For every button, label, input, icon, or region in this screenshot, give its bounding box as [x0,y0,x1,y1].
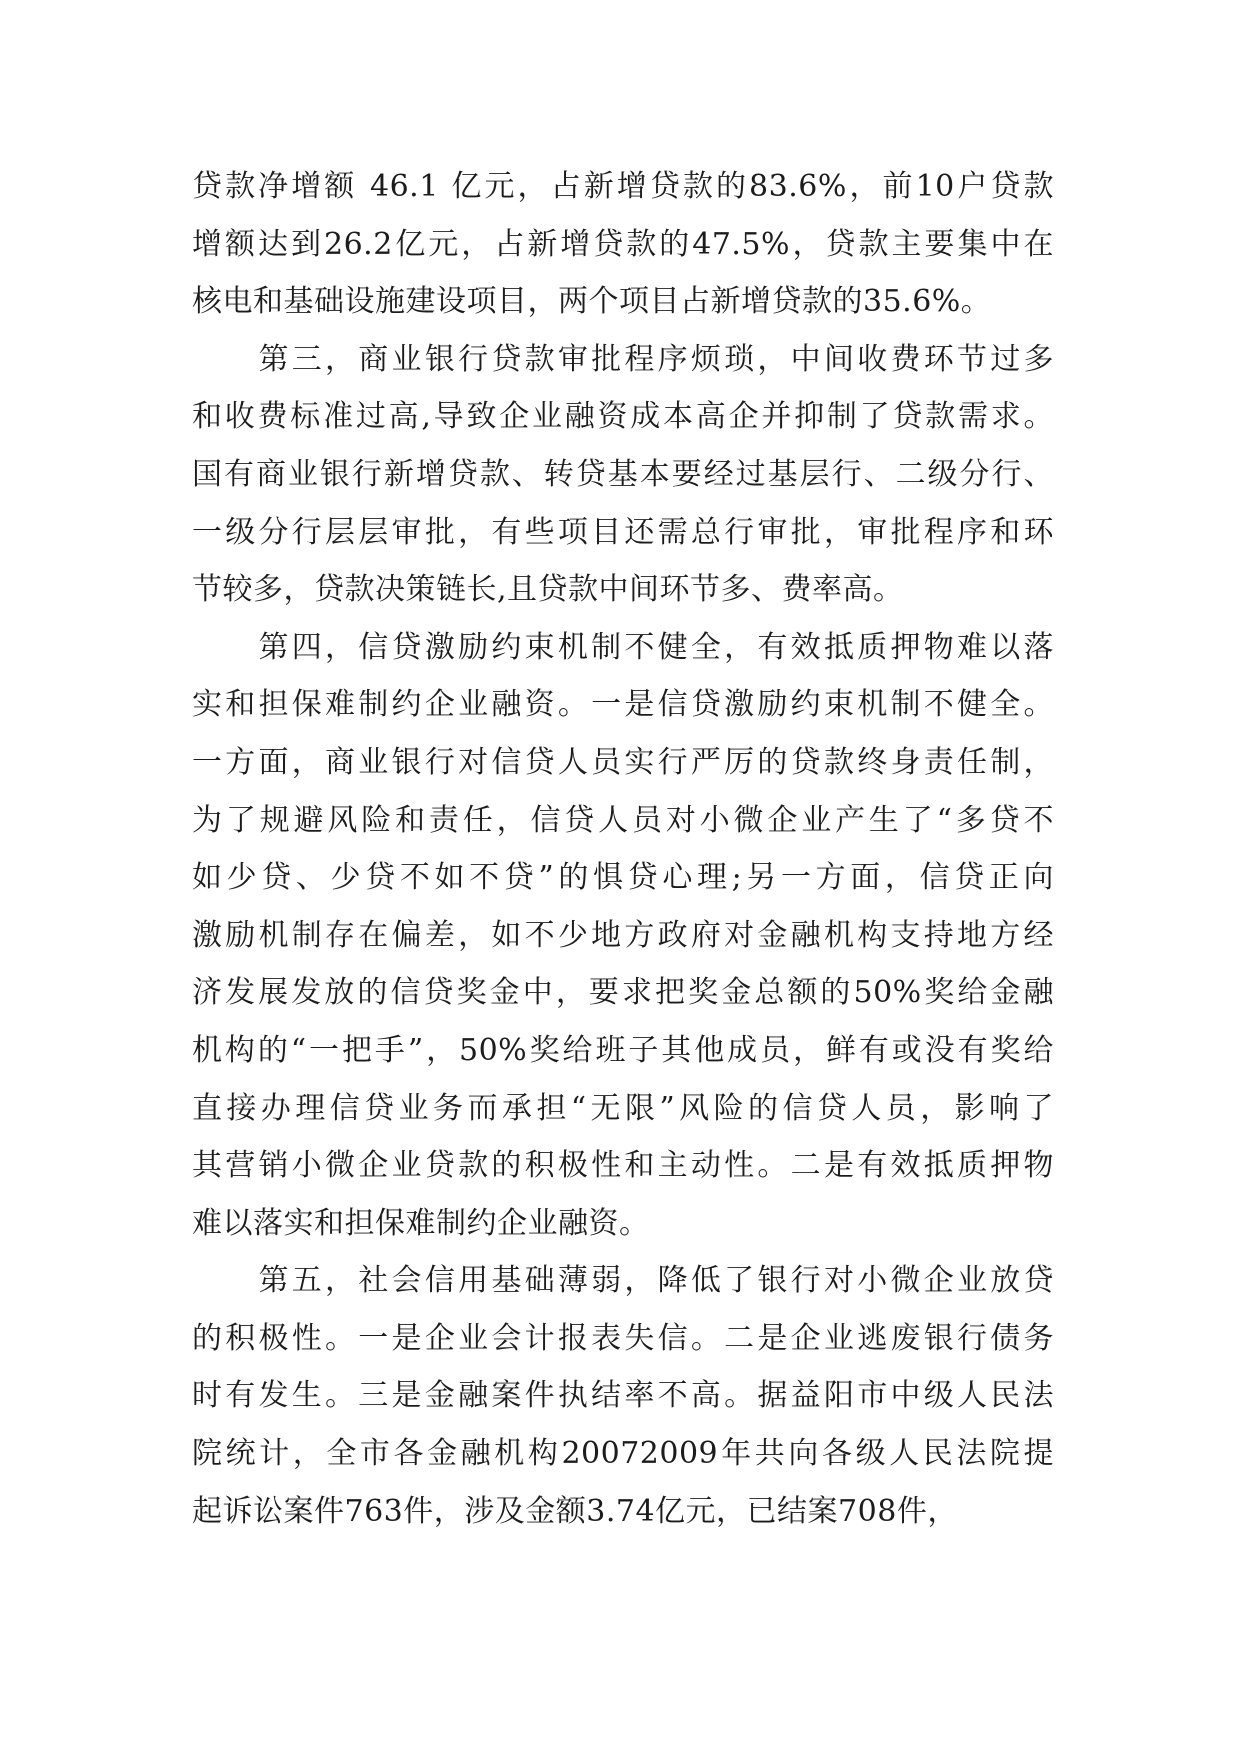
text-line: 时有发生。三是金融案件执结率不高。据益阳市中级人民法 [192,1378,1054,1414]
text-line: 增额达到26.2亿元，占新增贷款的47.5%，贷款主要集中在 [192,226,1054,262]
text-line: 第五，社会信用基础薄弱，降低了银行对小微企业放贷 [192,1263,1054,1299]
text-line: 为了规避风险和责任，信贷人员对小微企业产生了“多贷不 [192,802,1054,838]
text-line: 激励机制存在偏差，如不少地方政府对金融机构支持地方经 [192,917,1054,953]
text-line: 第三，商业银行贷款审批程序烦琐，中间收费环节过多 [192,341,1054,377]
text-line: 节较多，贷款决策链长,且贷款中间环节多、费率高。 [192,572,904,608]
text-line: 其营销小微企业贷款的积极性和主动性。二是有效抵质押物 [192,1148,1054,1184]
text-line: 院统计，全市各金融机构20072009年共向各级人民法院提 [192,1436,1054,1472]
text-line: 起诉讼案件763件，涉及金额3.74亿元，已结案708件， [192,1493,958,1529]
text-line: 如少贷、少贷不如不贷”的惧贷心理;另一方面，信贷正向 [192,860,1054,896]
paragraph [192,158,1054,331]
text-line: 国有商业银行新增贷款、转贷基本要经过基层行、二级分行、 [192,456,1054,492]
text-line: 实和担保难制约企业融资。一是信贷激励约束机制不健全。 [192,687,1054,723]
text-line: 难以落实和担保难制约企业融资。 [192,1205,650,1241]
text-line: 济发展发放的信贷奖金中，要求把奖金总额的50%奖给金融 [192,975,1054,1011]
text-line: 直接办理信贷业务而承担“无限”风险的信贷人员，影响了 [192,1090,1054,1126]
paragraph [192,1252,1054,1540]
paragraph [192,331,1054,619]
text-line: 一方面，商业银行对信贷人员实行严厉的贷款终身责任制， [192,744,1054,780]
text-line: 的积极性。一是企业会计报表失信。二是企业逃废银行债务 [192,1320,1054,1356]
text-line: 和收费标准过高,导致企业融资成本高企并抑制了贷款需求。 [192,399,1054,435]
text-line: 机构的“一把手”，50%奖给班子其他成员，鲜有或没有奖给 [192,1032,1054,1068]
text-line: 第四，信贷激励约束机制不健全，有效抵质押物难以落 [192,629,1054,665]
text-line: 核电和基础设施建设项目，两个项目占新增贷款的35.6%。 [192,284,992,320]
text-line: 一级分行层层审批，有些项目还需总行审批，审批程序和环 [192,514,1054,550]
document-body [192,158,1054,1540]
text-line: 贷款净增额 46.1 亿元，占新增贷款的83.6%，前10户贷款 [192,169,1054,204]
paragraph [192,619,1054,1253]
